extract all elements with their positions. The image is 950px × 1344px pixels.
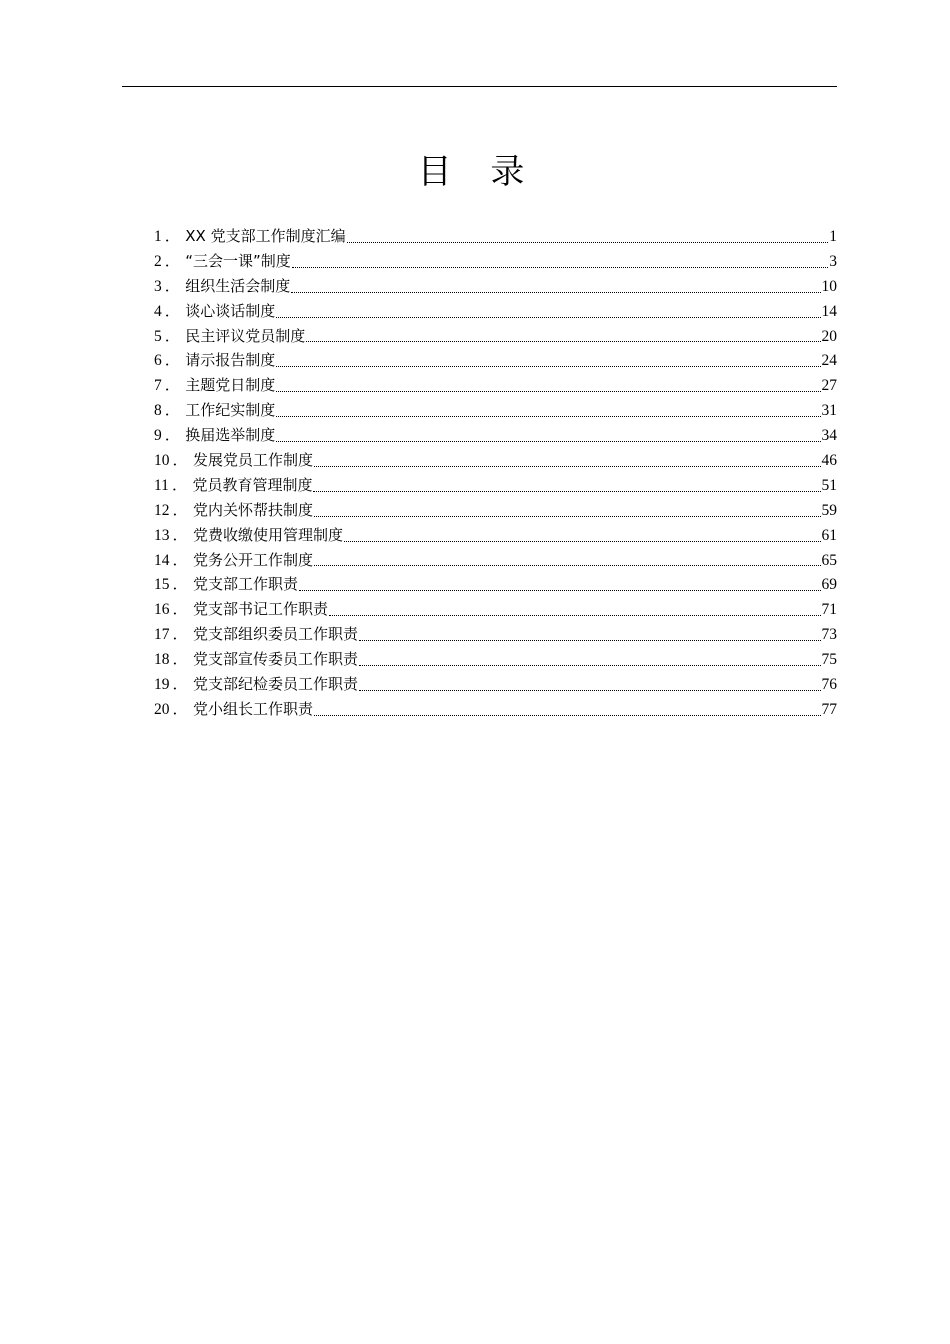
toc-entry[interactable] (154, 224, 837, 249)
toc-entry-title: 党员教育管理制度 (192, 475, 313, 494)
toc-entry-separator: ． (164, 402, 181, 420)
toc-dot-leader (306, 324, 820, 349)
toc-entry[interactable] (154, 423, 837, 448)
toc-entry-title: 党支部宣传委员工作职责 (193, 650, 359, 669)
toc-entry-separator: ． (164, 228, 181, 245)
toc-entry-separator: ． (172, 501, 189, 519)
toc-dot-leader (347, 224, 829, 249)
toc-entry[interactable] (154, 697, 837, 722)
toc-entry[interactable] (154, 548, 837, 573)
toc-dot-leader (299, 572, 820, 597)
toc-entry-page: 75 (821, 651, 837, 669)
toc-entry-number: 8 (154, 402, 162, 420)
toc-entry-separator: ． (164, 352, 181, 370)
toc-entry-number: 5 (154, 327, 162, 345)
toc-entry-separator: ． (164, 327, 181, 345)
toc-entry-separator: ． (172, 551, 189, 569)
toc-entry-separator: ． (164, 252, 181, 270)
toc-entry-page: 76 (821, 676, 837, 694)
toc-entry-title: 党务公开工作制度 (193, 550, 314, 569)
toc-entry[interactable] (154, 324, 837, 349)
toc-entry[interactable] (154, 473, 837, 498)
toc-entry-separator: ． (172, 651, 189, 669)
toc-entry-title: 党内关怀帮扶制度 (193, 500, 314, 519)
toc-dot-leader (329, 597, 820, 622)
toc-entry-page: 65 (821, 551, 837, 569)
toc-entry-title: 党支部工作职责 (193, 575, 299, 594)
toc-entry-number: 16 (154, 601, 170, 619)
toc-entry-separator: ． (172, 626, 189, 644)
toc-entry-page: 71 (821, 601, 837, 619)
toc-entry[interactable] (154, 274, 837, 299)
toc-entry[interactable] (154, 398, 837, 423)
toc-entry-title: 党费收缴使用管理制度 (193, 525, 344, 544)
toc-dot-leader (359, 622, 820, 647)
toc-entry-page: 34 (821, 427, 837, 445)
toc-entry-number: 2 (154, 252, 162, 270)
toc-entry-number: 20 (154, 700, 170, 718)
toc-entry-page: 3 (829, 252, 837, 270)
header-rule (122, 86, 837, 87)
toc-entry-page: 14 (821, 302, 837, 320)
toc-entry-number: 9 (154, 427, 162, 445)
toc-entry-number: 18 (154, 651, 170, 669)
toc-entry[interactable] (154, 523, 837, 548)
toc-entry-page: 10 (821, 277, 837, 295)
toc-entry-number: 7 (154, 377, 162, 395)
toc-entry[interactable] (154, 249, 837, 274)
toc-dot-leader (292, 249, 828, 274)
toc-entry-separator: ． (164, 302, 181, 320)
toc-entry-number: 10 (154, 452, 170, 470)
toc-entry-separator: ． (172, 676, 189, 694)
toc-entry-separator: ． (171, 476, 188, 494)
toc-entry-number: 1 (154, 228, 162, 245)
toc-entry-page: 1 (829, 228, 837, 245)
table-of-contents (154, 224, 837, 722)
toc-entry-page: 59 (821, 501, 837, 519)
toc-dot-leader (276, 398, 820, 423)
toc-entry[interactable] (154, 348, 837, 373)
toc-entry-title: 工作纪实制度 (185, 401, 276, 420)
toc-entry-title: 请示报告制度 (185, 351, 276, 370)
toc-entry-title: 党支部组织委员工作职责 (193, 625, 359, 644)
toc-entry[interactable] (154, 622, 837, 647)
toc-entry[interactable] (154, 672, 837, 697)
toc-dot-leader (359, 647, 820, 672)
toc-dot-leader (314, 498, 820, 523)
toc-entry-number: 6 (154, 352, 162, 370)
toc-entry-page: 77 (821, 700, 837, 718)
toc-entry-title: 民主评议党员制度 (185, 326, 306, 345)
toc-entry-separator: ． (172, 576, 189, 594)
toc-entry-number: 12 (154, 501, 170, 519)
toc-entry-page: 73 (821, 626, 837, 644)
toc-dot-leader (344, 523, 820, 548)
toc-entry-separator: ． (164, 277, 181, 295)
toc-dot-leader (313, 473, 820, 498)
toc-entry-separator: ． (172, 700, 189, 718)
toc-entry-page: 27 (821, 377, 837, 395)
toc-entry-title: 谈心谈话制度 (185, 301, 276, 320)
toc-dot-leader (276, 423, 820, 448)
toc-entry-page: 51 (821, 476, 837, 494)
toc-entry[interactable] (154, 448, 837, 473)
toc-entry-title: XX 党支部工作制度汇编 (185, 227, 346, 245)
toc-dot-leader (276, 299, 820, 324)
toc-dot-leader (314, 548, 820, 573)
toc-entry-title: “三会一课”制度 (185, 251, 291, 270)
toc-dot-leader (314, 697, 820, 722)
toc-entry-number: 19 (154, 676, 170, 694)
toc-entry-title: 党小组长工作职责 (193, 699, 314, 718)
toc-entry-title: 党支部纪检委员工作职责 (193, 675, 359, 694)
toc-title: 目 录 (417, 152, 539, 192)
toc-dot-leader (314, 448, 820, 473)
toc-entry-separator: ． (172, 452, 189, 470)
toc-entry[interactable] (154, 299, 837, 324)
toc-entry-page: 61 (821, 526, 837, 544)
toc-entry-number: 13 (154, 526, 170, 544)
toc-entry[interactable] (154, 498, 837, 523)
toc-entry-title: 党支部书记工作职责 (193, 600, 329, 619)
toc-entry-number: 15 (154, 576, 170, 594)
toc-entry-number: 14 (154, 551, 170, 569)
toc-entry-separator: ． (164, 377, 181, 395)
toc-entry-separator: ． (172, 526, 189, 544)
toc-entry-page: 31 (821, 402, 837, 420)
toc-entry-number: 3 (154, 277, 162, 295)
toc-entry[interactable] (154, 373, 837, 398)
toc-entry-title: 主题党日制度 (185, 376, 276, 395)
toc-entry-number: 11 (154, 476, 169, 494)
toc-entry-separator: ． (172, 601, 189, 619)
toc-entry-separator: ． (164, 427, 181, 445)
toc-entry-page: 20 (821, 327, 837, 345)
toc-entry-page: 69 (821, 576, 837, 594)
toc-entry[interactable] (154, 597, 837, 622)
toc-entry-title: 发展党员工作制度 (193, 451, 314, 470)
toc-entry-page: 24 (821, 352, 837, 370)
toc-entry-title: 换届选举制度 (185, 426, 276, 445)
toc-entry[interactable] (154, 647, 837, 672)
toc-entry-title: 组织生活会制度 (185, 276, 291, 295)
toc-entry-number: 4 (154, 302, 162, 320)
toc-dot-leader (276, 348, 820, 373)
toc-entry-number: 17 (154, 626, 170, 644)
toc-dot-leader (291, 274, 820, 299)
toc-dot-leader (276, 373, 820, 398)
toc-entry-page: 46 (821, 452, 837, 470)
toc-entry[interactable] (154, 572, 837, 597)
toc-dot-leader (359, 672, 820, 697)
